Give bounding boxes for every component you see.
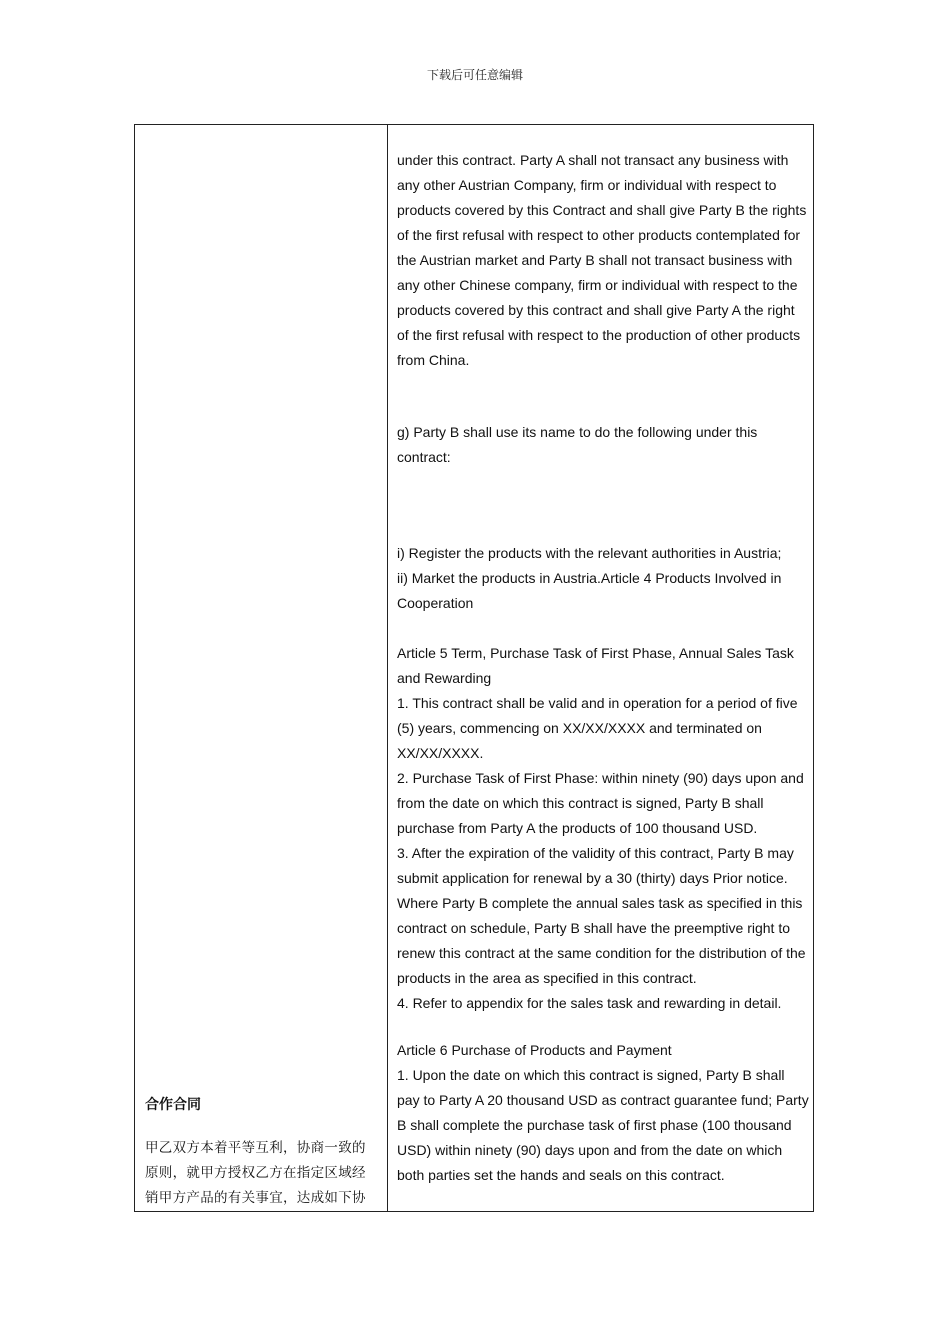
item-i: i) Register the products with the relevant authorities in Austria;: [397, 545, 782, 561]
right-column: [397, 148, 809, 1188]
article5-title: Article 5 Term, Purchase Task of First Phase, Annual Sales Task and Rewarding: [397, 645, 794, 686]
clause-g: g) Party B shall use its name to do the following under this contract:: [397, 424, 758, 465]
article5-p4: 4. Refer to appendix for the sales task and rewarding in detail.: [397, 995, 782, 1011]
contract-preamble-cn: 甲乙双方本着平等互利，协商一致的原则，就甲方授权乙方在指定区域经销甲方产品的有关事宜，达成如下协: [145, 1140, 366, 1206]
contract-table: [134, 124, 814, 1212]
item-ii: ii) Market the products in Austria.Article 4 Products Involved in Cooperation: [397, 570, 782, 611]
article6-p1: 1. Upon the date on which this contract is signed, Party B shall pay to Party A 20 thousand USD as contract guarantee fund; Party B shall complete the purchase task of first phase (100 thousand USD) within ninety (90) days upon and from the date on which both parties set the hands and seals on this contract.: [397, 1067, 809, 1183]
article5-p1: 1. This contract shall be valid and in operation for a period of five (5) years, commencing on XX/XX/XXXX and terminated on XX/XX/XXXX.: [397, 695, 798, 761]
contract-title-cn: 合作合同: [145, 1096, 201, 1112]
article5-p3: 3. After the expiration of the validity of this contract, Party B may submit application for renewal by a 30 (thirty) days Prior notice. Where Party B complete the annual sales task as specified in this contract on schedule, Party B shall have the preemptive right to renew this contract at the same condition for the distribution of the products in the area as specified in this contract.: [397, 845, 806, 986]
column-divider: [387, 125, 388, 1211]
article5-p2: 2. Purchase Task of First Phase: within ninety (90) days upon and from the date on which this contract is signed, Party B shall purchase from Party A the products of 100 thousand USD.: [397, 770, 804, 836]
intro-paragraph: under this contract. Party A shall not transact any business with any other Austrian Company, firm or individual with respect to products covered by this Contract and shall give Party B the rights of the first refusal with respect to other products contemplated for the Austrian market and Party B shall not transact business with any other Chinese company, firm or individual with respect to the products covered by this contract and shall give Party A the right of the first refusal with respect to the production of other products from China.: [397, 152, 807, 368]
page-header: 下载后可任意编辑: [426, 68, 523, 82]
left-column: [145, 1092, 377, 1211]
article6-title: Article 6 Purchase of Products and Payment: [397, 1042, 672, 1058]
